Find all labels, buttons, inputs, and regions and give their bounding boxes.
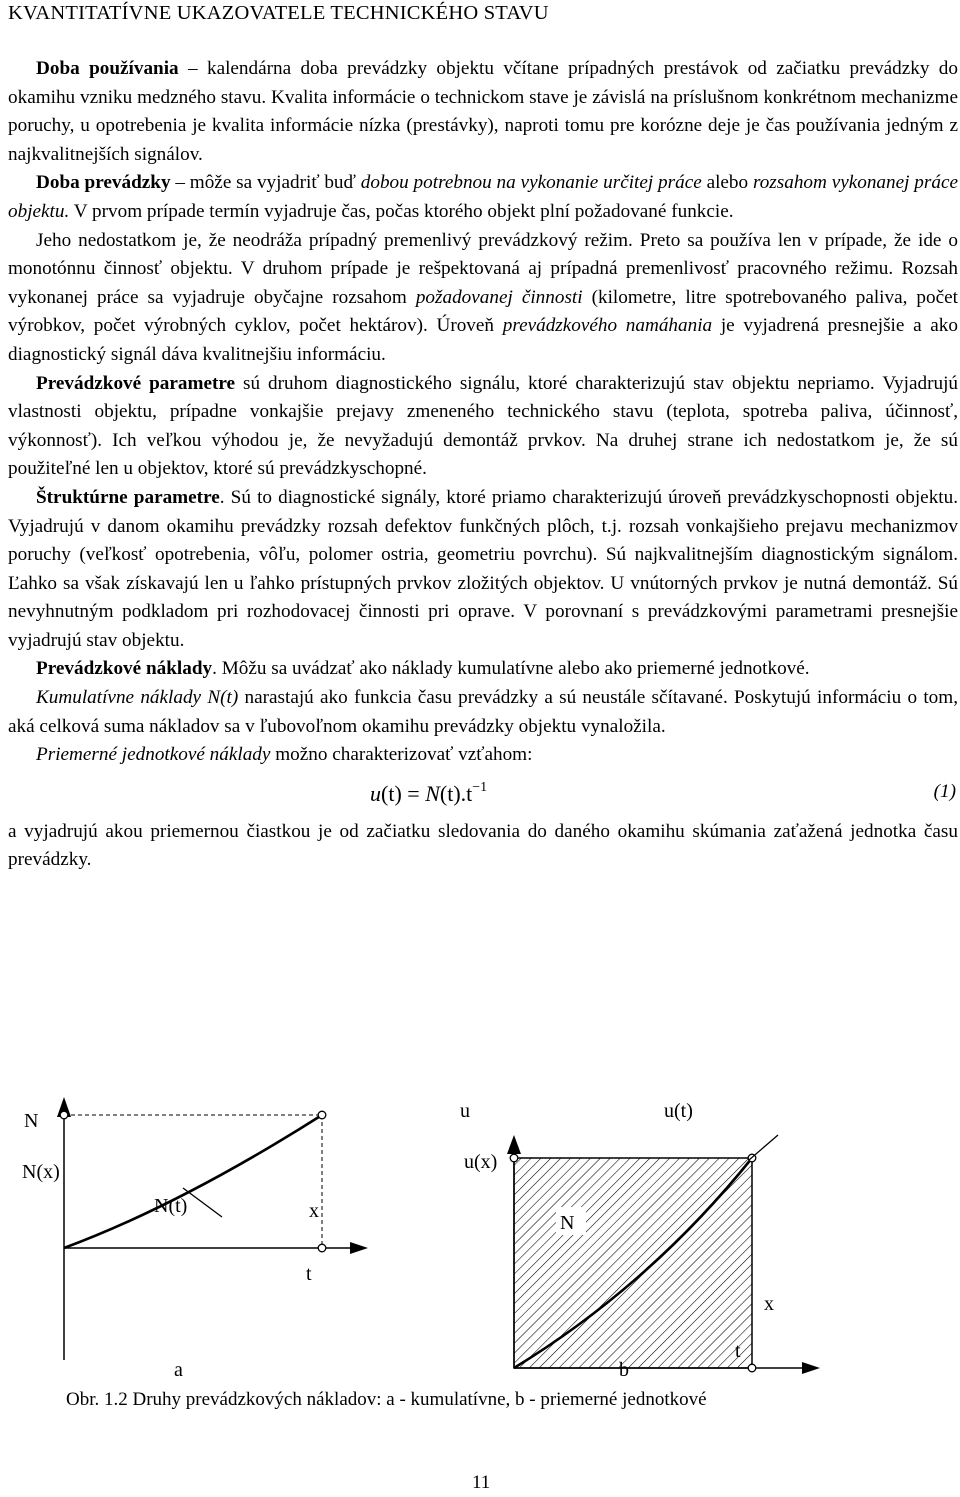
equation-number: (1) xyxy=(933,780,956,802)
paragraph-doba-prevadzky xyxy=(8,169,958,226)
p3-text-2: (kilometre, litre spotrebovaného paliva, počet výrobkov, počet výrobných cyklov, počet hektárov). Úroveň xyxy=(8,286,958,337)
b-curve-label: u(t) xyxy=(664,1100,693,1122)
page-heading: KVANTITATÍVNE UKAZOVATELE TECHNICKÉHO STAVU xyxy=(8,2,549,24)
p3-text-1: Jeho nedostatkom je, že neodráža prípadný premenlivý prevádzkový režim. Preto sa používa len v prípade, že ide o monotónnu činnosť objektu. V druhom prípade je rešpektovaná aj prípadná premenlivosť pracovného režimu. Rozsah vykonanej práce sa vyjadruje obyčajne rozsahom xyxy=(8,229,958,308)
p9-text: a vyjadrujú akou priemernou čiastkou je od začiatku sledovania do daného okamihu skúmania zaťažená jednotka času prevádzky. xyxy=(8,820,958,871)
eq-rhs-arg: (t).t xyxy=(439,780,473,806)
term-prevadzkove-parametre: Prevádzkové parametre xyxy=(36,372,236,394)
b-area-label: N xyxy=(560,1212,575,1234)
b-curve-leader xyxy=(749,1135,778,1160)
b-y-arrow xyxy=(507,1135,521,1154)
p5-text: . Sú to diagnostické signály, ktoré priamo charakterizujú úroveň prevádzkyschopnosti objektu. Vyjadrujú v danom okamihu prevádzky rozsah defektov funkčných plôch, t.j. rozsah vonkajšieho prejavu mechanizmov poruchy (veľkosť opotrebenia, vôľu, polomer ostria, geometriu povrchu). Sú najkvalitnejším diagnostickým signálom. Ľahko sa však získavajú len u ľahko prístupných prvkov zložitých objektov. U vnútorných prvkov je nutná demontáž. Sú nevyhnutným podkladom pri rozhodovacej činnosti pri oprave. V porovnaní s prevádzkovými parametrami presnejšie vyjadrujú stav objektu. xyxy=(8,486,959,651)
figure-caption: Obr. 1.2 Druhy prevádzkových nákladov: a - kumulatívne, b - priemerné jednotkové xyxy=(66,1389,707,1410)
p2-italic-2: rozsahom vykonanej práce objektu. xyxy=(8,172,958,222)
p3-italic-2: prevádzkového namáhania xyxy=(502,315,713,337)
equation-formula xyxy=(370,774,487,809)
term-doba-pouzivania: Doba používania xyxy=(36,58,179,79)
eq-lhs-arg: (t) xyxy=(381,780,402,806)
b-x-point xyxy=(748,1364,756,1372)
body-text xyxy=(8,55,958,875)
a-x-mark-label: x xyxy=(309,1200,319,1222)
a-x-arrow xyxy=(350,1242,368,1254)
p1-text: – kalendárna doba prevádzky objektu včítane prípadných prestávok od začiatku prevádzky do okamihu vzniku medzného stavu. Kvalita informácie o technickom stave je závislá na príslušnom konkrétnom mechanizme poruchy, u opotrebenia je kvalita informácie nízka (prestávky), naproti tomu pre korózne deje je čas používania jedným z najkvalitnejších signálov. xyxy=(8,58,958,165)
paragraph-vyjadruju xyxy=(8,818,958,875)
a-y-point xyxy=(60,1111,68,1119)
p8-text: možno charakterizovať vzťahom: xyxy=(270,744,533,766)
eq-sign: = xyxy=(401,780,426,806)
paragraph-kumulativne-naklady xyxy=(8,684,958,741)
paragraph-priemerne-naklady xyxy=(8,741,958,770)
p3-text-3: je vyjadrená presnejšie a ako diagnostický signál dáva kvalitnejšiu informáciu. xyxy=(8,315,958,365)
paragraph-prevadzkove-parametre xyxy=(8,370,958,484)
b-y-point xyxy=(510,1154,518,1162)
a-curve-label: N(t) xyxy=(154,1195,188,1217)
p4-text: sú druhom diagnostického signálu, ktoré charakterizujú stav objektu nepriamo. Vyjadrujú vlastnosti objektu, prípadne vonkajšie prejavy zmeneného technického stavu (teplota, spotreba paliva, účinnosť, výkonnosť). Ich veľkou výhodou je, že nevyžadujú demontáž prvkov. Na druhej strane ich nedostatkom je, že sú použiteľné len u objektov, ktoré sú prevádzkyschopné. xyxy=(8,372,958,480)
b-x-mark-label: x xyxy=(764,1293,774,1315)
p2-text-2: alebo xyxy=(701,172,753,194)
equation-1 xyxy=(8,770,958,818)
a-y-mark-label: N(x) xyxy=(22,1161,60,1183)
b-y-label: u xyxy=(460,1100,470,1122)
p3-italic-1: požadovanej činnosti xyxy=(415,286,583,308)
eq-exponent: −1 xyxy=(472,779,488,795)
a-curve-point xyxy=(318,1111,326,1119)
p8-italic: Priemerné jednotkové náklady xyxy=(36,744,271,766)
b-x-arrow xyxy=(802,1362,820,1374)
b-panel-label: b xyxy=(619,1359,629,1381)
p2-text-3: V prvom prípade termín vyjadruje čas, počas ktorého objekt plní požadované funkcie. xyxy=(69,200,734,222)
p6-text: . Môžu sa uvádzať ako náklady kumulatívne alebo ako priemerné jednotkové. xyxy=(212,658,810,680)
a-cost-curve xyxy=(64,1115,322,1248)
figure-cost-graphs xyxy=(0,1085,960,1385)
b-x-label: t xyxy=(735,1340,741,1362)
p2-text-1: – môže sa vyjadriť buď xyxy=(170,172,361,194)
panel-b xyxy=(460,1100,820,1381)
paragraph-nedostatok xyxy=(8,227,958,370)
b-y-mark-label: u(x) xyxy=(464,1151,498,1173)
a-x-label: t xyxy=(306,1263,312,1285)
a-curve-leader xyxy=(183,1188,222,1217)
term-prevadzkove-naklady: Prevádzkové náklady xyxy=(36,658,213,680)
p7-text: narastajú ako funkcia času prevádzky a sú neustále sčítavané. Poskytujú informáciu o tom, aká celková suma nákladov sa v ľubovoľnom okamihu prevádzky objektu vynaložila. xyxy=(8,687,958,737)
panel-a xyxy=(22,1097,368,1381)
a-panel-label: a xyxy=(174,1359,183,1381)
paragraph-prevadzkove-naklady xyxy=(8,655,958,684)
a-y-label: N xyxy=(24,1110,39,1132)
eq-rhs: N xyxy=(425,780,440,806)
term-strukturne-parametre: Štruktúrne parametre xyxy=(36,486,220,508)
paragraph-doba-pouzivania xyxy=(8,55,958,169)
p2-italic-1: dobou potrebnou na vykonanie určitej práce xyxy=(360,172,702,194)
b-hatched-area xyxy=(514,1158,752,1368)
eq-lhs: u xyxy=(370,780,381,806)
paragraph-strukturne-parametre xyxy=(8,484,958,656)
page-number: 11 xyxy=(472,1472,491,1493)
p7-italic: Kumulatívne náklady N(t) xyxy=(36,687,239,709)
a-x-point xyxy=(318,1244,326,1252)
term-doba-prevadzky: Doba prevádzky xyxy=(36,172,171,194)
